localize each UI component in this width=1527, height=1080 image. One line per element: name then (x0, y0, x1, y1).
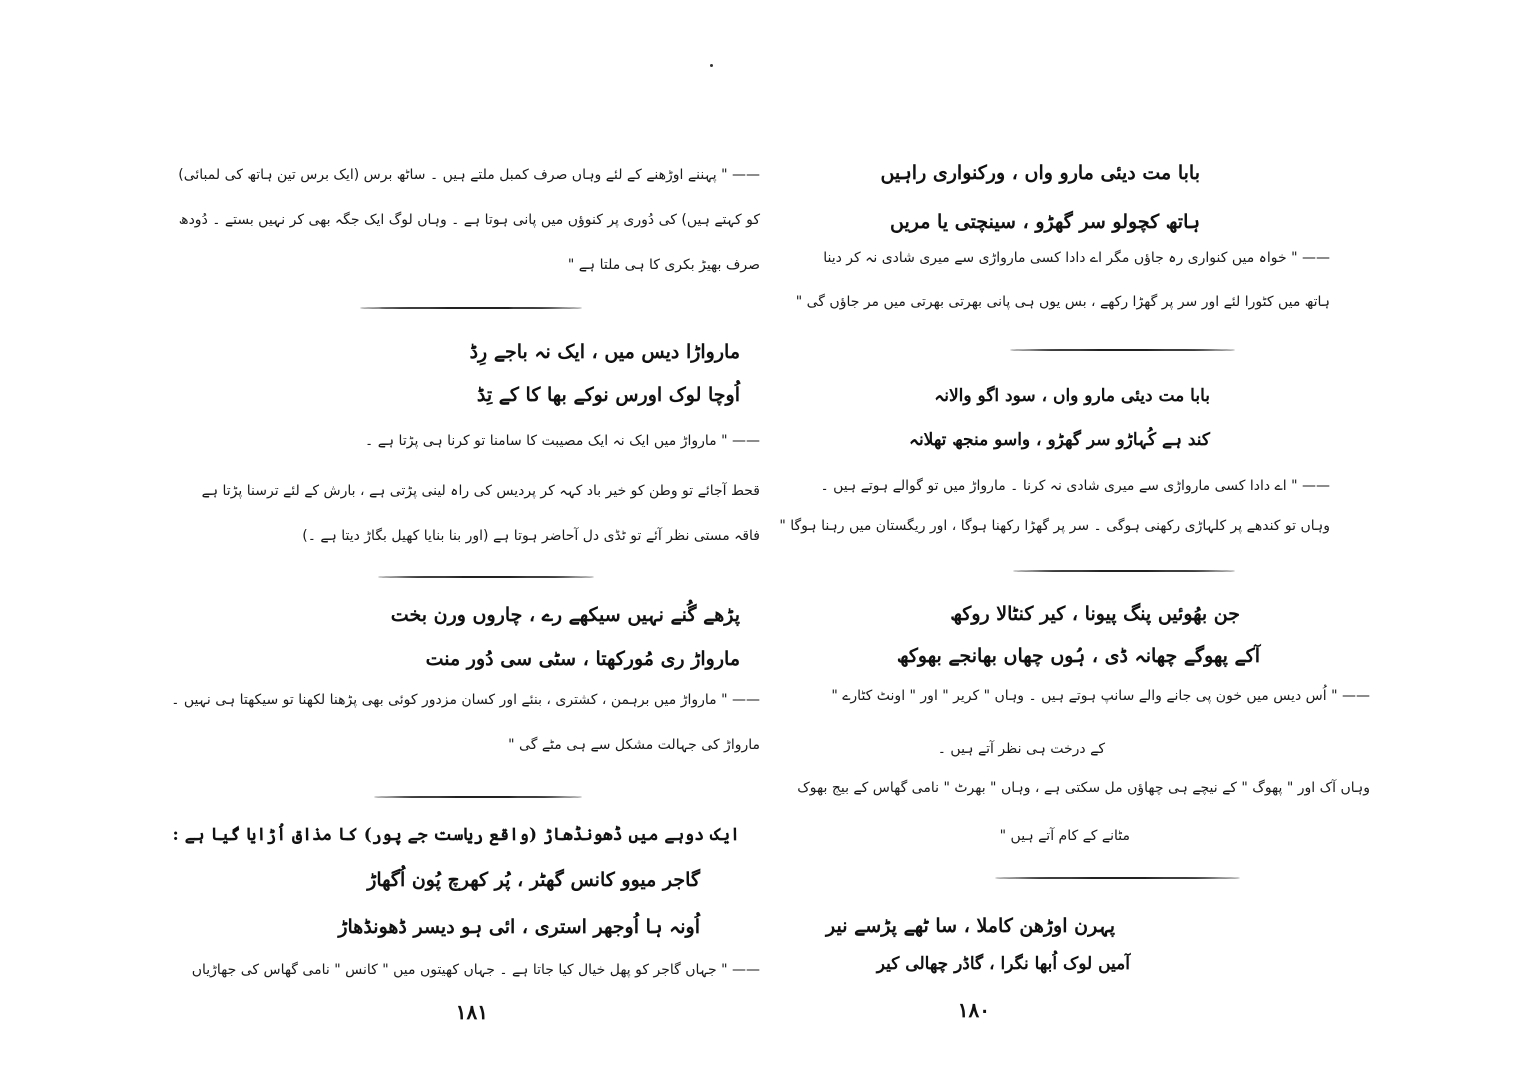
right-block1-prose-1: —— " خواہ میں کنواری رہ جاؤں مگر اے دادا کسی مارواڑی سے میری شادی نہ کر دینا (823, 250, 1330, 266)
left-divider-2 (378, 576, 594, 578)
right-divider-2 (1013, 570, 1235, 572)
left-block1-prose-1: —— " پہننے اوڑھنے کے لئے وہاں صرف کمبل ملتے ہیں ۔ ساٹھ برس (ایک برس تین ہاتھ کی لمبائی) (178, 167, 760, 183)
right-divider-1 (1010, 349, 1235, 351)
right-block4-verse-1: پہرن اوڑھن کاملا ، سا ٹھے پڑسے نیر (826, 915, 1115, 937)
page-number-left: ۱۸۱ (455, 1000, 488, 1024)
right-block1-verse-2: ہاتھ کچولو سر گھڑو ، سینچتی یا مریں (890, 211, 1200, 233)
right-block3-verse-1: جن بھُوئیں پنگ پیونا ، کیر کنٹالا روکھ (950, 603, 1240, 625)
right-block2-verse-1: بابا مت دیئی مارو واں ، سود اگو والانہ (934, 386, 1210, 406)
right-page (779, 0, 1370, 1080)
page-number-right: ۱۸۰ (957, 998, 990, 1022)
left-divider-3 (374, 796, 582, 798)
right-block3-prose-3: وہاں آک اور " پھوگ " کے نیچے ہی چھاؤں مل سکتی ہے ، وہاں " بھرٹ " نامی گھاس کے بیج بھوک (797, 780, 1370, 796)
left-block4-verse-1: گاجر میوو کانس گھٹر ، پُر کھرچ پُون اُگھاڑ (367, 869, 700, 891)
left-block2-verse-1: مارواڑا دیس میں ، ایک نہ باجے رِڈ (469, 341, 740, 363)
left-block2-prose-2: قحط آجائے تو وطن کو خیر باد کہہ کر پردیس کی راہ لینی پڑتی ہے ، بارش کے لئے ترسنا پڑتا ہے (201, 483, 760, 499)
right-block1-prose-2: ہاتھ میں کٹورا لئے اور سر پر گھڑا رکھے ، بس یوں ہی پانی بھرتی بھرتی میں مر جاؤں گی " (795, 294, 1330, 310)
left-block4-verse-2: اُونہ ہا اُوجھر استری ، ائی ہو دیسر ڈھونڈھاڑ (338, 916, 700, 938)
left-block3-prose-2: مارواڑ کی جہالت مشکل سے ہی مٹے گی " (508, 737, 760, 753)
left-block4-intro: ایک دوہے میں ڈھونڈھاڑ (واقع ریاست جے پور) کا مذاق اُڑایا گیا ہے : (172, 825, 740, 845)
right-block2-prose-2: وہاں تو کندھے پر کلہاڑی رکھنی ہوگی ۔ سر پر گھڑا رکھنا ہوگا ، اور ریگستان میں رہنا ہوگا " (779, 518, 1330, 534)
left-block3-verse-1: پڑھے گُنے نہیں سیکھے رے ، چاروں ورن بخت (390, 604, 740, 626)
right-block3-verse-2: آکے پھوگے چھانہ ڈی ، ہُوں چھاں بھانجے بھوکھ (896, 645, 1260, 667)
right-block2-prose-1: —— " اے دادا کسی مارواڑی سے میری شادی نہ کرنا ۔ مارواڑ میں تو گوالے ہوتے ہیں ۔ (820, 478, 1330, 494)
left-block4-prose-1: —— " جہاں گاجر کو پھل خیال کیا جاتا ہے ۔ جہاں کھیتوں میں " کانس " نامی گھاس کی جھاڑیاں (191, 962, 760, 978)
right-block3-prose-4: مٹانے کے کام آتے ہیں " (999, 828, 1130, 844)
left-block2-prose-1: —— " مارواڑ میں ایک نہ ایک مصیبت کا سامنا تو کرنا ہی پڑتا ہے ۔ (365, 433, 760, 449)
right-block3-prose-1: —— " اُس دیس میں خون پی جانے والے سانپ ہوتے ہیں ۔ وہاں " کریر " اور " اونٹ کٹارے " (831, 688, 1370, 704)
right-block1-verse-1: بابا مت دیئی مارو واں ، ورکنواری راہیں (880, 162, 1200, 184)
left-block3-verse-2: مارواڑ ری مُورکھتا ، سٹی سی دُور منت (425, 648, 740, 670)
left-block2-verse-2: اُوچا لوک اورس نوکے بھا کا کے تِڈ (476, 384, 740, 406)
right-divider-3 (995, 877, 1240, 879)
left-block3-prose-1: —— " مارواڑ میں برہمن ، کشتری ، بنئے اور کسان مزدور کوئی بھی پڑھنا لکھنا تو سیکھتا ہی نہیں ۔ (171, 692, 760, 708)
left-page (171, 0, 760, 1080)
left-block1-prose-3: صرف بھیڑ بکری کا ہی ملتا ہے " (567, 257, 760, 273)
left-block2-prose-3: فاقہ مستی نظر آئے تو ٹڈی دل آحاضر ہوتا ہے (اور بنا بنایا کھیل بگاڑ دیتا ہے ۔) (302, 528, 760, 544)
right-block3-prose-2: کے درخت ہی نظر آتے ہیں ۔ (937, 741, 1105, 757)
right-block4-verse-2: آمیں لوک اُبھا نگرا ، گاڈر چھالی کیر (876, 954, 1130, 974)
left-block1-prose-2: کو کہتے ہیں) کی دُوری پر کنوؤں میں پانی ہوتا ہے ۔ وہاں لوگ ایک جگہ بھی کر نہیں بستے ۔ دُودھ (178, 212, 760, 228)
right-block2-verse-2: کند ہے کُہاڑو سر گھڑو ، واسو منجھ تھلانہ (908, 430, 1210, 450)
left-divider-1 (360, 307, 582, 309)
